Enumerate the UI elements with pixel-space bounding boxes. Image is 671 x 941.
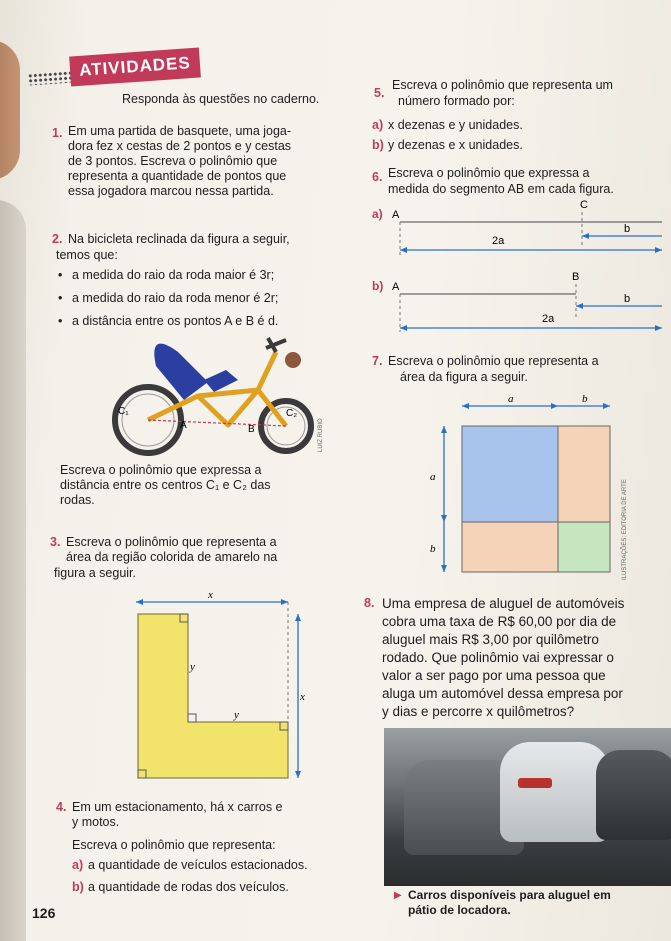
label-a: A (180, 420, 187, 431)
car-far (596, 750, 671, 840)
q2-bullet: a distância entre os pontos A e B é d. (72, 314, 279, 328)
q8-line: aluga um automóvel dessa empresa por (382, 686, 623, 701)
arrow-head (655, 247, 662, 253)
center-line (148, 420, 286, 426)
arrow-head (400, 325, 407, 331)
q1-number: 1. (52, 126, 63, 140)
q1-line: dora fez x cestas de 2 pontos e y cestas (68, 139, 292, 153)
q4-item-letter: a) (72, 858, 84, 872)
q5-item-text: y dezenas e x unidades. (388, 138, 523, 152)
section-title: ATIVIDADES (69, 48, 201, 87)
q6a-label-2a: 2a (492, 235, 505, 247)
q6a-label-c: C (580, 199, 588, 211)
q6b-label-b: b (624, 293, 631, 305)
segment-figures (372, 196, 667, 336)
q6b-label-b-point: B (572, 271, 580, 283)
photo-caption: pátio de locadora. (408, 903, 511, 917)
q2-line: temos que: (56, 248, 118, 262)
q1-line: Em uma partida de basquete, uma joga- (68, 124, 292, 138)
page-edge (0, 200, 26, 941)
peach-rect-right (558, 426, 610, 522)
q6a-letter: a) (372, 207, 383, 221)
label-c1: C₁ (118, 406, 129, 417)
arrow-head (295, 771, 301, 778)
yellow-region (138, 614, 288, 778)
q6a-label-a: A (392, 209, 400, 221)
q1-line: representa a quantidade de pontos que (68, 169, 287, 183)
art-credit: ILUSTRAÇÕES: EDITORIA DE ARTE (622, 479, 628, 580)
front-light (285, 352, 301, 368)
q1-line: de 3 pontos. Escreva o polinômio que (68, 154, 278, 168)
q8-line: valor a ser pago por uma pessoa que (382, 668, 606, 683)
q6a-label-b: b (624, 223, 631, 235)
arrow-head (136, 599, 143, 605)
q3-number: 3. (50, 535, 61, 549)
arrow-head (603, 403, 610, 409)
bullet: • (58, 314, 63, 328)
arrow-head (441, 565, 447, 572)
arrow-head (441, 426, 447, 433)
q1-line: essa jogadora marcou nessa partida. (68, 184, 274, 198)
label-c2: C₂ (286, 408, 298, 419)
q5-item-letter: b) (372, 138, 384, 152)
q6-number: 6. (372, 170, 383, 184)
q5-item-text: x dezenas e y unidades. (388, 118, 523, 132)
q4-sub: Escreva o polinômio que representa: (72, 838, 276, 852)
q6-line: Escreva o polinômio que expressa a (388, 166, 590, 180)
q4-item-letter: b) (72, 880, 84, 894)
q6b-letter: b) (372, 279, 384, 293)
peach-rect-bottom (462, 522, 558, 572)
q2-after: distância entre os centros C₁ e C₂ das (60, 478, 271, 492)
arrow-head (551, 403, 558, 409)
green-square (558, 522, 610, 572)
q7-number: 7. (372, 354, 383, 368)
recumbent-bicycle-illustration (108, 330, 328, 460)
tail-light (518, 778, 552, 788)
q6b-label-a: A (392, 281, 400, 293)
bike-credit: LUIZ RUBIO (318, 418, 324, 452)
photo-caption: Carros disponíveis para aluguel em (408, 888, 611, 902)
q2-bullet: a medida do raio da roda menor é 2r; (72, 291, 279, 305)
q2-after: Escreva o polinômio que expressa a (60, 463, 262, 477)
header-dots (28, 70, 73, 85)
arrow-head (655, 325, 662, 331)
q5-item-letter: a) (372, 118, 384, 132)
q7-line: Escreva o polinômio que representa a (388, 354, 599, 368)
label-y-vertical: y (190, 661, 195, 673)
arrow-head (462, 403, 469, 409)
q7-line: área da figura a seguir. (400, 370, 528, 384)
q5-line: Escreva o polinômio que representa um (392, 78, 613, 92)
q4-line: Em um estacionamento, há x carros e (72, 800, 283, 814)
q4-number: 4. (56, 800, 67, 814)
q2-after: rodas. (60, 493, 95, 507)
q8-number: 8. (364, 596, 375, 610)
bike-seat-base (204, 370, 238, 392)
q3-line: área da região colorida de amarelo na (66, 550, 278, 564)
q2-line: Na bicicleta reclinada da figura a seguir, (68, 232, 290, 246)
q2-bullet: a medida do raio da roda maior é 3r; (72, 268, 275, 282)
label-x-side: x (300, 691, 305, 703)
caption-marker: ▶ (394, 890, 402, 901)
page-number: 126 (32, 905, 56, 921)
handlebar (266, 338, 286, 352)
q3-line: figura a seguir. (54, 566, 136, 580)
q8-line: aluguel mais R$ 3,00 por quilômetro (382, 632, 599, 647)
arrow-head (400, 247, 407, 253)
q8-line: Uma empresa de aluguel de automóveis (382, 596, 625, 611)
arrow-head (582, 233, 589, 239)
label-y-horizontal: y (234, 709, 239, 721)
q3-line: Escreva o polinômio que representa a (66, 535, 277, 549)
area-figure (420, 388, 640, 588)
label-b-side: b (430, 543, 436, 555)
arrow-head (576, 303, 583, 309)
label-a-side: a (430, 471, 436, 483)
q6-line: medida do segmento AB em cada figura. (388, 182, 614, 196)
label-x-top: x (208, 589, 213, 601)
q5-number: 5. (374, 86, 385, 100)
blue-square (462, 426, 558, 522)
right-angle-mark (188, 714, 196, 722)
bullet: • (58, 268, 63, 282)
arrow-head (281, 599, 288, 605)
q8-line: y dias e percorre x quilômetros? (382, 704, 575, 719)
thumb (0, 40, 20, 180)
arrow-head (441, 515, 447, 522)
q4-line: y motos. (72, 815, 120, 829)
bullet: • (58, 291, 63, 305)
q2-number: 2. (52, 232, 63, 246)
q5-line: número formado por: (398, 94, 515, 108)
q8-line: cobra uma taxa de R$ 60,00 por dia de (382, 614, 617, 629)
q4-item-text: a quantidade de rodas dos veículos. (88, 880, 289, 894)
yellow-L-figure (134, 588, 314, 788)
q6b-label-2a: 2a (542, 313, 555, 325)
label-b-top: b (582, 393, 588, 405)
intro-text: Responda às questões no caderno. (122, 92, 320, 106)
label-a-top: a (508, 393, 514, 405)
label-b: B (248, 424, 255, 435)
q4-item-text: a quantidade de veículos estacionados. (88, 858, 308, 872)
q8-line: rodado. Que polinômio vai expressar o (382, 650, 614, 665)
car-white (500, 742, 610, 842)
arrow-head (295, 614, 301, 621)
